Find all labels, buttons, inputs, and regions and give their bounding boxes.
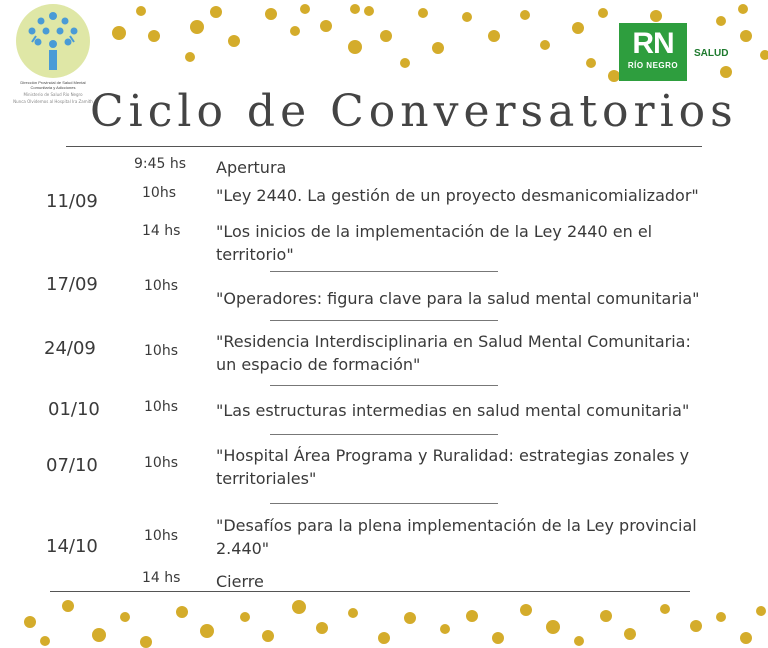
confetti-dot [190,20,204,34]
confetti-dot [716,16,726,26]
schedule-talk: "Residencia Interdisciplinaria en Salud Mental Comunitaria: un espacio de formación" [216,332,691,374]
confetti-dot [40,636,50,646]
separator [270,434,498,435]
bottom-rule [50,591,690,592]
confetti-dot [466,610,478,622]
schedule-time: 10hs [144,528,178,544]
schedule-talk: Cierre [216,572,264,591]
confetti-dot [624,628,636,640]
confetti-dot [462,12,472,22]
schedule-date: 24/09 [44,338,96,359]
confetti-dot [650,10,662,22]
schedule-time: 10hs [142,185,176,201]
separator [270,320,498,321]
confetti-dot [240,612,250,622]
salud-label: SALUD [694,48,729,59]
confetti-dot [432,42,444,54]
confetti-dot [488,30,500,42]
schedule-time: 10hs [144,399,178,415]
confetti-dot [200,624,214,638]
confetti-dot [262,630,274,642]
confetti-dot [290,26,300,36]
schedule-date: 11/09 [46,191,98,212]
salud-mental-logo [10,4,96,124]
confetti-dot [716,612,726,622]
confetti-dot [378,632,390,644]
schedule-talk: "Desafíos para la plena implementación de la Ley provincial 2.440" [216,516,697,558]
confetti-dot [540,40,550,50]
confetti-dot [738,4,748,14]
confetti-dot [300,4,310,14]
confetti-dot [148,30,160,42]
schedule-talk: "Ley 2440. La gestión de un proyecto desmanicomializador" [216,186,699,205]
confetti-dot [520,604,532,616]
rn-subtitle: RÍO NEGRO [627,61,679,70]
confetti-dot [574,636,584,646]
confetti-dot [112,26,126,40]
confetti-dot [92,628,106,642]
schedule-time: 10hs [144,278,178,294]
confetti-dot [320,20,332,32]
confetti-dot [740,30,752,42]
logo-text-motto: Nunca Olvidemos al Hospital Ira Zamith [13,99,93,104]
confetti-dot [586,58,596,68]
schedule-talk: "Operadores: figura clave para la salud mental comunitaria" [216,289,700,308]
confetti-dot [546,620,560,634]
rio-negro-logo [619,23,687,81]
confetti-dot [316,622,328,634]
schedule-talk: "Las estructuras intermedias en salud mental comunitaria" [216,401,690,420]
confetti-dot [228,35,240,47]
schedule-date: 14/10 [46,536,98,557]
confetti-dot [350,4,360,14]
people-tree-icon [16,4,90,78]
confetti-dot [740,632,752,644]
rn-mark: RN [632,27,674,60]
confetti-dot [62,600,74,612]
confetti-dot [292,600,306,614]
confetti-dot [210,6,222,18]
confetti-dot [520,10,530,20]
confetti-dot [492,632,504,644]
logo-text-institution: Dirección Provincial de Salud Mental Comunitaria y Adicciones [20,80,86,90]
confetti-dot [598,8,608,18]
confetti-dot [24,616,36,628]
confetti-dot [660,604,670,614]
confetti-dot [176,606,188,618]
schedule-time: 14 hs [142,223,181,239]
confetti-dot [404,612,416,624]
schedule-date: 17/09 [46,274,98,295]
logo-text-ministry: Ministerio de Salud Río Negro [23,92,83,97]
schedule-date: 01/10 [48,399,100,420]
confetti-dot [140,636,152,648]
page-title: Ciclo de Conversatorios [90,86,738,137]
confetti-dot [600,610,612,622]
separator [270,271,498,272]
confetti-dot [400,58,410,68]
schedule-talk: "Hospital Área Programa y Ruralidad: estrategias zonales y territoriales" [216,446,690,488]
schedule-time: 9:45 hs [134,156,187,172]
confetti-dot [185,52,195,62]
title-underline [66,146,702,147]
confetti-dot [265,8,277,20]
confetti-dot [418,8,428,18]
confetti-dot [572,22,584,34]
schedule-time: 10hs [144,343,178,359]
schedule-talk: "Los inicios de la implementación de la Ley 2440 en el territorio" [216,222,653,264]
schedule-talk: Apertura [216,158,287,177]
confetti-dot [690,620,702,632]
separator [270,385,498,386]
schedule-time: 10hs [144,455,178,471]
schedule-date: 07/10 [46,455,98,476]
confetti-dot [380,30,392,42]
confetti-dot [348,608,358,618]
confetti-dot [136,6,146,16]
confetti-dot [364,6,374,16]
confetti-dot [760,50,768,60]
confetti-dot [720,66,732,78]
separator [270,503,498,504]
schedule-time: 14 hs [142,570,181,586]
confetti-dot [120,612,130,622]
confetti-dot [756,606,766,616]
confetti-dot [440,624,450,634]
confetti-dot [348,40,362,54]
